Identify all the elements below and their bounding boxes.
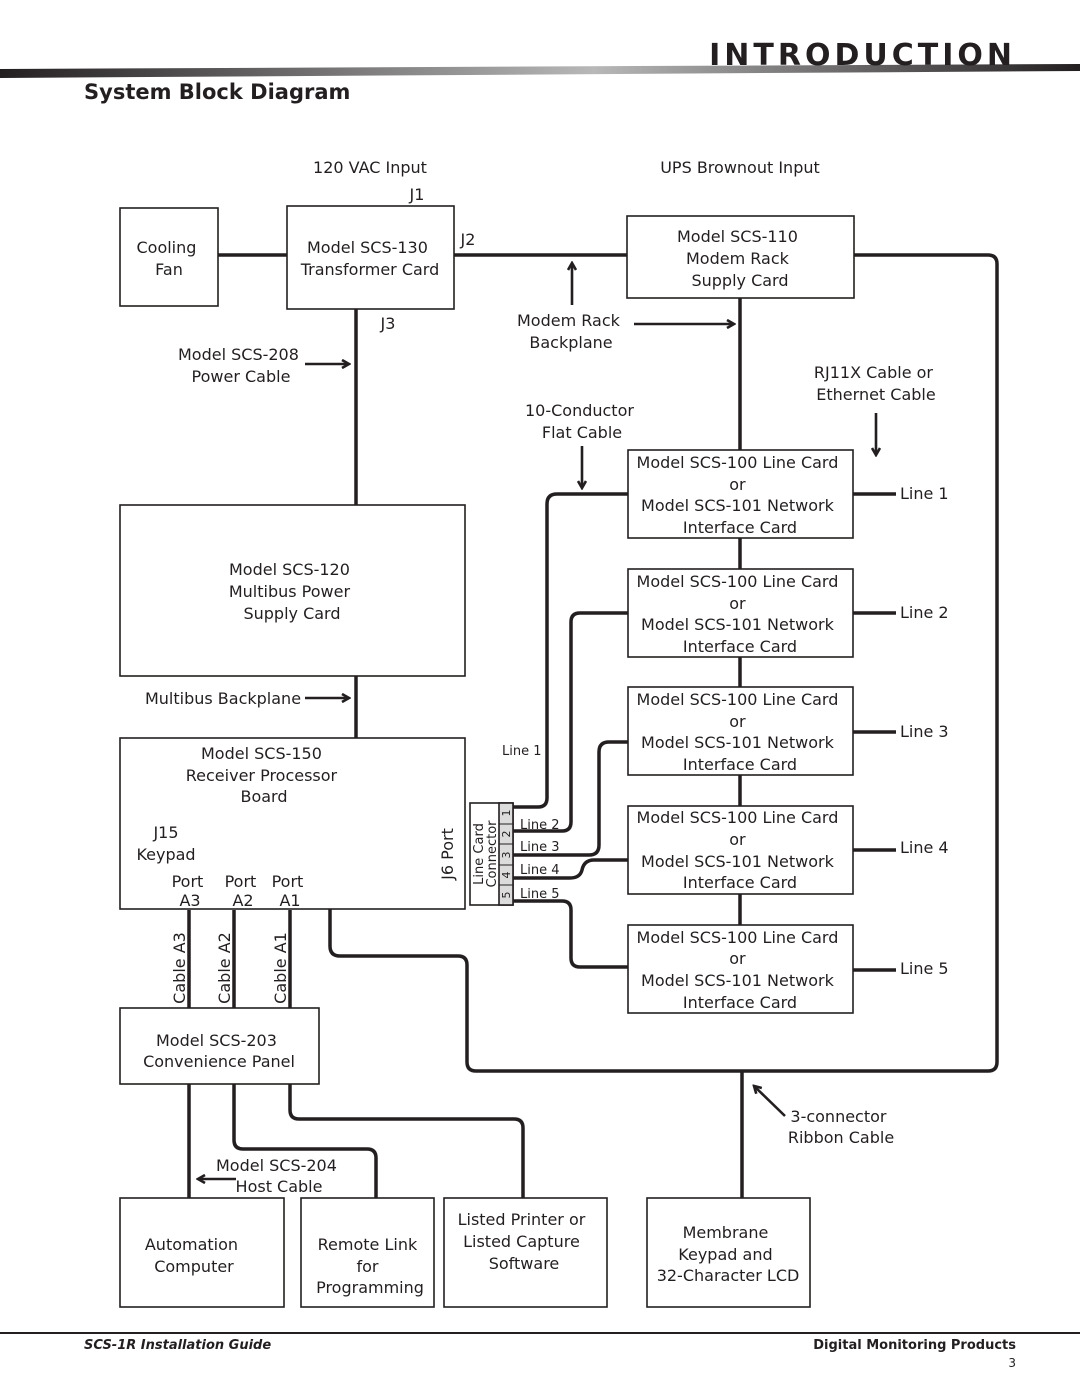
multibus-backplane-callout: Multibus Backplane [144,689,302,708]
wire-connector-line-5 [513,901,628,967]
connector-pin-5: 5 [500,891,513,899]
footer-guide-title: SCS-1R Installation Guide [84,1338,272,1353]
connector-line-4-label: Line 4 [520,863,560,878]
port-a3-label: Port A3 [171,872,204,910]
printer-label: Listed Printer or Listed Capture Software [457,1210,586,1273]
multibus-supply-label: Model SCS-120 Multibus Power Supply Card [228,560,351,623]
connector-line-5-label: Line 5 [520,887,560,902]
footer-rule [0,1332,1080,1334]
j2-label: J2 [460,230,476,249]
modem-backplane-callout: Modem Rack Backplane [517,311,620,352]
page-number: 3 [1008,1356,1016,1370]
line-card-5-label: Model SCS-100 Line Card or Model SCS-101 Network Interface Card [636,928,839,1012]
arrow-ribbon-cable [754,1086,785,1116]
cable-a2-label: Cable A2 [215,932,234,1004]
page-heading: System Block Diagram [84,80,351,104]
port-a1-label: Port A1 [271,872,304,910]
modem-rack-supply-label: Model SCS-110 Modem Rack Supply Card [676,227,798,290]
j1-label: J1 [409,185,425,204]
ups-input-label: UPS Brownout Input [660,158,820,177]
membrane-keypad-label: Membrane Keypad and 32-Character LCD [656,1223,800,1285]
j6-port-label: J6 Port [438,828,457,880]
line-4-output-label: Line 4 [900,838,949,857]
automation-computer-label: Automation Computer [144,1235,239,1276]
wire-connector-line-2 [513,613,628,831]
line-card-1-label: Model SCS-100 Line Card or Model SCS-101 Network Interface Card [636,453,839,537]
line-1-output-label: Line 1 [900,484,949,503]
line-card-connector-title: Line Card [472,823,487,885]
port-a2-label: Port A2 [224,872,257,910]
connector-pin-4: 4 [500,871,513,879]
line-5-output-label: Line 5 [900,959,949,978]
power-cable-callout: Model SCS-208 Power Cable [177,345,299,386]
receiver-processor-label: Model SCS-150 Receiver Processor Board [185,744,338,806]
j15-label: J15 [153,823,179,842]
flat-cable-callout: 10-Conductor Flat Cable [524,401,634,442]
cooling-fan-box [120,208,218,306]
section-title: INTRODUCTION [709,38,1016,73]
transformer-card-label: Model SCS-130 Transformer Card [300,238,440,279]
vac-input-label: 120 VAC Input [313,158,427,177]
line-card-connector-subtitle: Connector [485,820,500,888]
connector-line-2-label: Line 2 [520,818,560,833]
ribbon-cable-callout: 3-connector Ribbon Cable [787,1107,895,1147]
connector-pin-2: 2 [500,830,513,838]
connector-line-1-label: Line 1 [502,744,542,759]
line-3-output-label: Line 3 [900,722,949,741]
line-card-4-label: Model SCS-100 Line Card or Model SCS-101 Network Interface Card [636,808,839,892]
line-card-2-label: Model SCS-100 Line Card or Model SCS-101 Network Interface Card [636,572,839,656]
connector-pin-1: 1 [500,809,513,817]
transformer-card-box [287,206,454,309]
connector-line-3-label: Line 3 [520,840,560,855]
convenience-panel-label: Model SCS-203 Convenience Panel [143,1031,295,1071]
line-2-output-label: Line 2 [900,603,949,622]
cable-a3-label: Cable A3 [170,932,189,1004]
j3-label: J3 [380,314,396,333]
rj11-cable-callout: RJ11X Cable or Ethernet Cable [813,363,936,404]
cable-a1-label: Cable A1 [271,932,290,1004]
footer-company: Digital Monitoring Products [813,1338,1016,1353]
keypad-label: Keypad [136,845,196,864]
wire-panel-printer [290,1084,523,1198]
connector-pin-3: 3 [500,851,513,859]
host-cable-callout: Model SCS-204 Host Cable [215,1156,337,1196]
line-card-3-label: Model SCS-100 Line Card or Model SCS-101 Network Interface Card [636,690,839,774]
cooling-fan-label: Cooling Fan [136,238,197,279]
remote-link-label: Remote Link for Programming [316,1235,424,1297]
